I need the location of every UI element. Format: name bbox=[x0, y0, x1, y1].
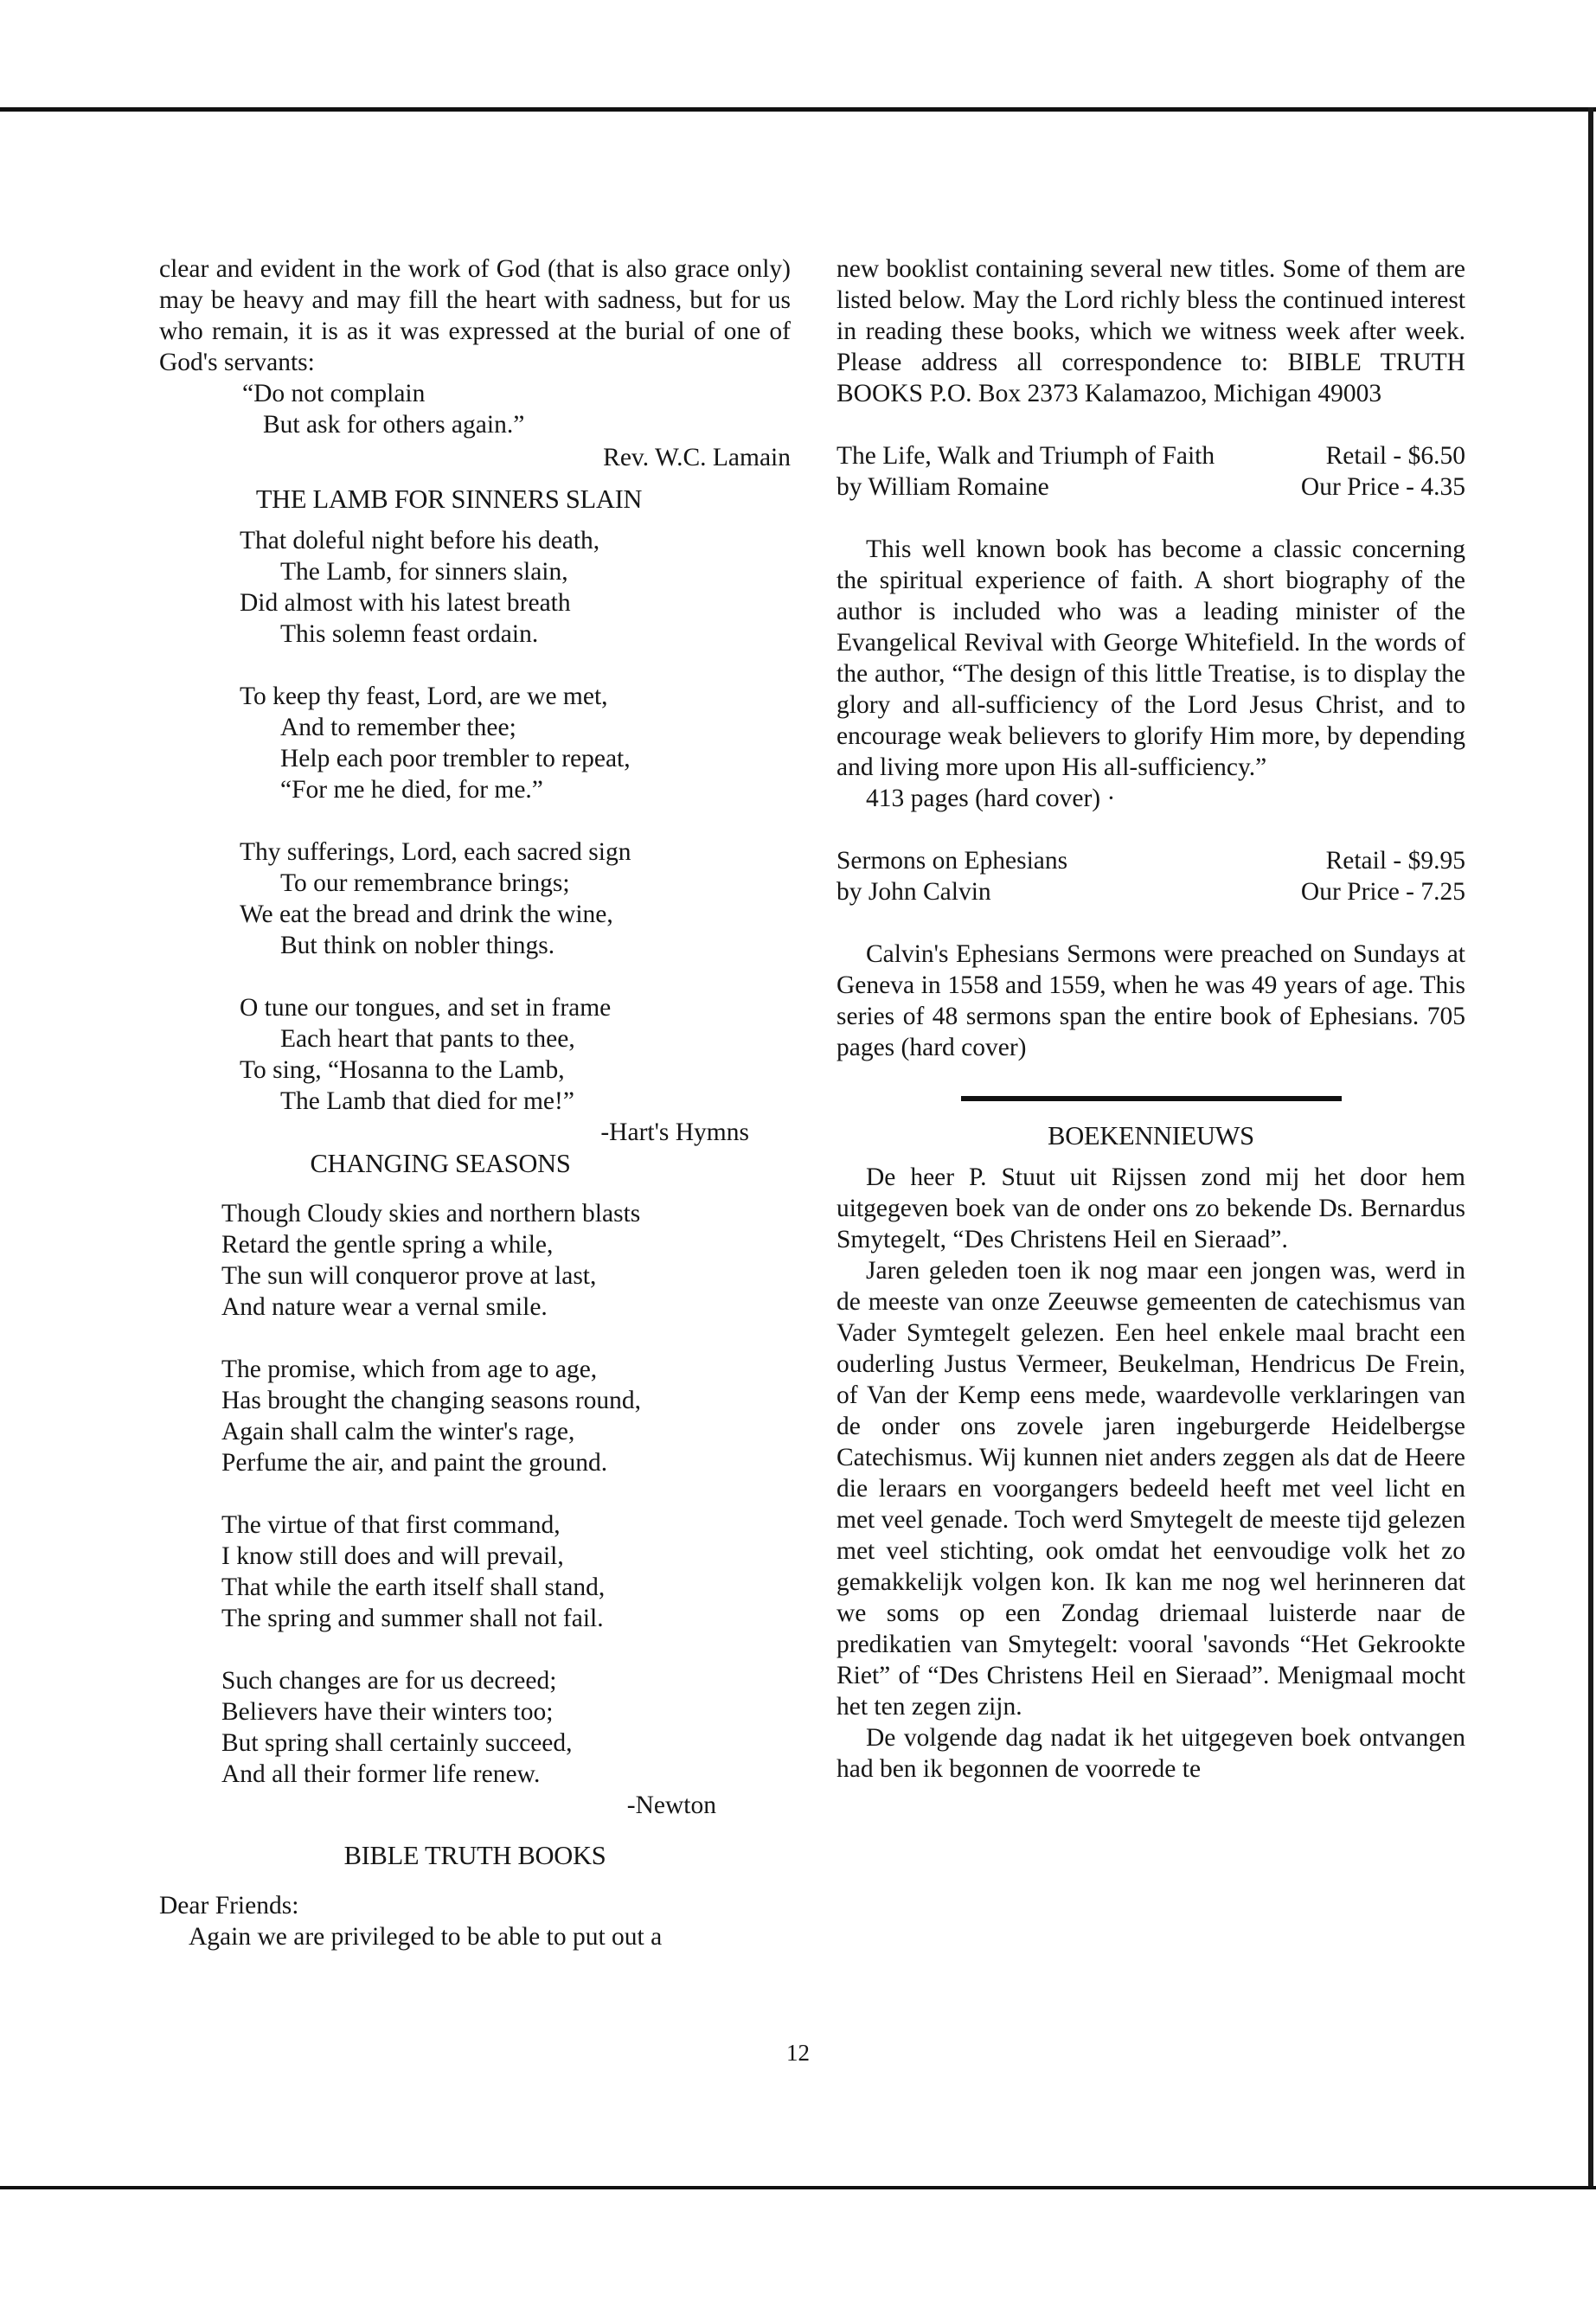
book-our-price: Our Price - 4.35 bbox=[1300, 473, 1465, 501]
stanza bbox=[221, 1665, 791, 1790]
verse-line: And to remember thee; bbox=[280, 714, 516, 741]
stanza bbox=[221, 1509, 791, 1634]
bottom-border-line bbox=[0, 2186, 1596, 2189]
section-divider bbox=[836, 1096, 1465, 1101]
book-listing-calvin bbox=[836, 845, 1465, 907]
quote-attribution: Rev. W.C. Lamain bbox=[603, 444, 791, 471]
verse-line: The promise, which from age to age, bbox=[221, 1356, 598, 1383]
verse-line: Help each poor trembler to repeat, bbox=[280, 745, 631, 772]
book-listing-romaine bbox=[836, 440, 1465, 503]
section-title-boekennieuws: BOEKENNIEUWS bbox=[1048, 1121, 1254, 1150]
hymn-seasons bbox=[159, 1198, 791, 1790]
burial-quote bbox=[159, 378, 791, 440]
verse-line: To our remembrance brings; bbox=[280, 869, 570, 897]
book-title-row bbox=[836, 440, 1465, 471]
verse-line: The Lamb that died for me!” bbox=[280, 1087, 574, 1115]
page-number: 12 bbox=[786, 2040, 810, 2066]
hymn-attribution-newton: -Newton bbox=[626, 1791, 716, 1819]
hymn-title-seasons: CHANGING SEASONS bbox=[310, 1149, 571, 1178]
verse-line: Retard the gentle spring a while, bbox=[221, 1231, 554, 1259]
verse-line: O tune our tongues, and set in frame bbox=[240, 994, 612, 1022]
intro-paragraph: clear and evident in the work of God (that is also grace only) may be heavy and may fill the heart with sadness, but for us who remain, it is as it was expressed at the burial of one of God's servants: bbox=[159, 255, 791, 376]
left-column bbox=[159, 253, 791, 1952]
verse-line: Has brought the changing seasons round, bbox=[221, 1387, 642, 1414]
verse-line: Thy sufferings, Lord, each sacred sign bbox=[240, 838, 631, 866]
verse-line: We eat the bread and drink the wine, bbox=[240, 901, 613, 928]
verse-line: Perfume the air, and paint the ground. bbox=[221, 1449, 608, 1477]
verse-line: To keep thy feast, Lord, are we met, bbox=[240, 683, 608, 710]
right-edge-line bbox=[1588, 107, 1593, 2188]
verse-line: The spring and summer shall not fail. bbox=[221, 1605, 604, 1632]
verse-line: Though Cloudy skies and northern blasts bbox=[221, 1200, 641, 1227]
verse-line: The virtue of that first command, bbox=[221, 1511, 561, 1539]
verse-line: To sing, “Hosanna to the Lamb, bbox=[240, 1056, 565, 1084]
hymn-attribution-hart: -Hart's Hymns bbox=[600, 1118, 749, 1146]
book-author: by William Romaine bbox=[836, 473, 1049, 501]
verse-line: Did almost with his latest breath bbox=[240, 589, 571, 617]
verse-line: Each heart that pants to thee, bbox=[280, 1025, 575, 1053]
letter-greeting: Dear Friends: bbox=[159, 1892, 299, 1920]
verse-line: Again shall calm the winter's rage, bbox=[221, 1418, 575, 1445]
verse-line: But spring shall certainly succeed, bbox=[221, 1729, 573, 1757]
book-title-row bbox=[836, 845, 1465, 876]
verse-line: And all their former life renew. bbox=[221, 1760, 541, 1788]
book-author-row bbox=[836, 876, 1465, 907]
section-title-bible-truth-books: BIBLE TRUTH BOOKS bbox=[343, 1841, 606, 1870]
boeken-paragraph: Jaren geleden toen ik nog maar een jongen was, werd in de meeste van onze Zeeuwse gemeenten de catechismus van Vader Symtegelt gelezen. Een heel enkele maal bracht een ouderling Justus Vermeer, Beukelman, Hendricus De Frein, of Van der Kemp eens mede, waardevolle verklaringen van de onder ons zovele jaren ingeburgerde Heidelbergse Catechismus. Wij kunnen niet anders zeggen als dat de Heere die leraars en voorgangers bedeeld heeft met veel licht en met veel genade. Toch werd Smytegelt de meeste tijd gelezen met veel stichting, ook omdat het eenvoudige volk het zo gemakkelijk volgen kon. Ik kan me nog wel herinneren dat we soms op een Zondag driemaal luisterde naar de predikatien van Smytegelt: vooral 'savonds “Het Gekrookte Riet” of “Des Christens Heil en Sieraad”. Menigmaal mocht het ten zegen zijn. bbox=[836, 1257, 1465, 1721]
verse-line: The sun will conqueror prove at last, bbox=[221, 1262, 597, 1290]
verse-line: This solemn feast ordain. bbox=[280, 620, 539, 648]
stanza bbox=[240, 681, 791, 805]
verse-line: “For me he died, for me.” bbox=[280, 776, 543, 804]
book-retail-price: Retail - $9.95 bbox=[1325, 847, 1465, 875]
booklist-intro: new booklist containing several new titles. Some of them are listed below. May the Lord richly bless the continued interest in reading these books, which we witness week after week. Please address all correspondence to: BIBLE TRUTH BOOKS P.O. Box 2373 Kalamazoo, Michigan 49003 bbox=[836, 255, 1465, 407]
letter-text: Again we are privileged to be able to put out a bbox=[189, 1923, 663, 1951]
verse-line: Such changes are for us decreed; bbox=[221, 1667, 557, 1695]
quote-line: But ask for others again.” bbox=[263, 411, 525, 439]
book-author: by John Calvin bbox=[836, 878, 991, 906]
verse-line: Believers have their winters too; bbox=[221, 1698, 554, 1726]
top-border-line bbox=[0, 107, 1596, 112]
stanza bbox=[221, 1198, 791, 1323]
hymn-lamb bbox=[159, 525, 791, 1117]
stanza bbox=[221, 1354, 791, 1478]
book-pages: 413 pages (hard cover) · bbox=[866, 785, 1116, 812]
divider-rule bbox=[961, 1096, 1342, 1101]
hymn-title-lamb: THE LAMB FOR SINNERS SLAIN bbox=[255, 484, 643, 514]
book-title: The Life, Walk and Triumph of Faith bbox=[836, 442, 1215, 470]
verse-line: But think on nobler things. bbox=[280, 932, 555, 959]
verse-line: That doleful night before his death, bbox=[240, 527, 600, 554]
stanza bbox=[240, 992, 791, 1117]
boeken-paragraph: De heer P. Stuut uit Rijssen zond mij het door hem uitgegeven boek van de onder ons zo bekende Ds. Bernardus Smytegelt, “Des Christens Heil en Sieraad”. bbox=[836, 1163, 1465, 1253]
book-retail-price: Retail - $6.50 bbox=[1325, 442, 1465, 470]
book-title: Sermons on Ephesians bbox=[836, 847, 1068, 875]
book-author-row bbox=[836, 471, 1465, 503]
quote-line: “Do not complain bbox=[242, 380, 426, 407]
book-our-price: Our Price - 7.25 bbox=[1300, 878, 1465, 906]
book-description: This well known book has become a classic concerning the spiritual experience of faith. A short biography of the author is included who was a leading minister of the Evangelical Revival with George Whitefield. In the words of the author, “The design of this little Treatise, is to display the glory and all-sufficiency of the Lord Jesus Christ, and to encourage weak believers to glorify Him more, by depending and living more upon His all-sufficiency.” bbox=[836, 535, 1465, 781]
verse-line: And nature wear a vernal smile. bbox=[221, 1293, 548, 1321]
verse-line: That while the earth itself shall stand, bbox=[221, 1574, 606, 1601]
right-column bbox=[836, 253, 1465, 1785]
stanza bbox=[240, 836, 791, 961]
book-description: Calvin's Ephesians Sermons were preached on Sundays at Geneva in 1558 and 1559, when he was 49 years of age. This series of 48 sermons span the entire book of Ephesians. 705 pages (hard cover) bbox=[836, 940, 1465, 1061]
boeken-paragraph: De volgende dag nadat ik het uitgegeven boek ontvangen had ben ik begonnen de voorrede te bbox=[836, 1724, 1465, 1783]
stanza bbox=[240, 525, 791, 650]
verse-line: I know still does and will prevail, bbox=[221, 1542, 564, 1570]
verse-line: The Lamb, for sinners slain, bbox=[280, 558, 568, 586]
